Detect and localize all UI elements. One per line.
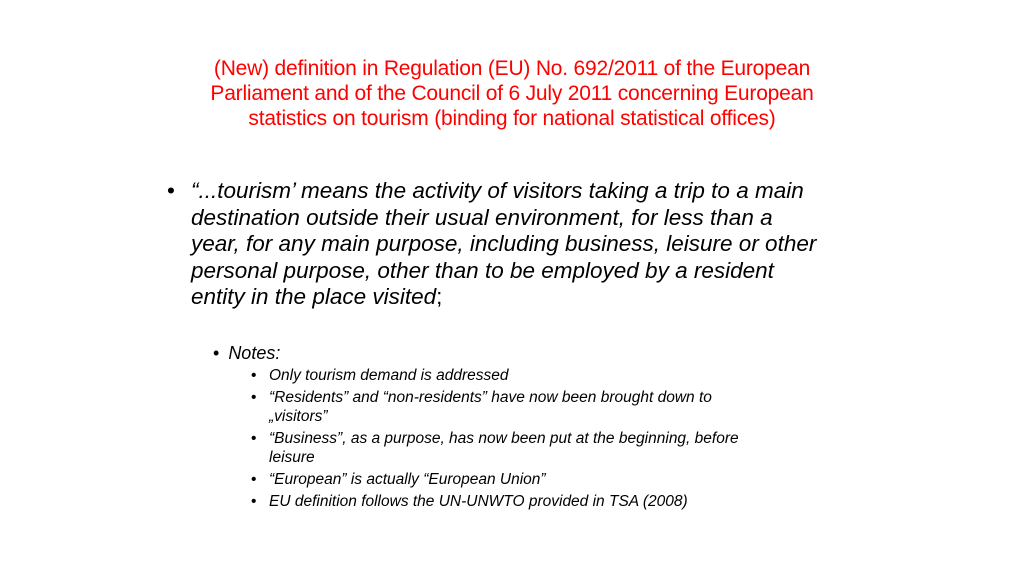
bullet-dot: •	[213, 343, 220, 363]
list-item	[251, 366, 851, 385]
bullet-dot: •	[251, 430, 257, 447]
bullet-dot: •	[251, 389, 257, 406]
definition-trailing-punct: ;	[436, 284, 443, 309]
definition-line: entity in the place visited	[191, 284, 437, 309]
note-line: „visitors”	[269, 408, 328, 425]
note-line: leisure	[269, 449, 315, 466]
title-line: Parliament and of the Council of 6 July 2011 concerning European	[210, 82, 814, 105]
notes-heading-text: Notes:	[228, 343, 281, 363]
slide-title	[150, 56, 874, 131]
bullet-dot: •	[167, 178, 175, 203]
bullet-dot: •	[251, 367, 257, 384]
notes-heading	[213, 342, 280, 364]
note-line: “European” is actually “European Union”	[269, 471, 546, 488]
definition-line: destination outside their usual environment, for less than a	[191, 204, 773, 230]
list-item	[251, 429, 851, 467]
list-item	[251, 470, 851, 489]
definition-line: personal purpose, other than to be employed by a resident	[191, 257, 774, 283]
list-item	[251, 388, 851, 426]
definition-line-last	[191, 284, 867, 311]
note-line: “Residents” and “non-residents” have now been brought down to	[269, 389, 712, 406]
title-line: statistics on tourism (binding for national statistical offices)	[248, 107, 776, 130]
list-item	[251, 492, 851, 511]
notes-list	[251, 366, 851, 514]
note-line: “Business”, as a purpose, has now been put at the beginning, before	[269, 430, 739, 447]
definition-text	[191, 178, 867, 311]
note-line: EU definition follows the UN-UNWTO provided in TSA (2008)	[269, 493, 688, 510]
title-line: (New) definition in Regulation (EU) No. 692/2011 of the European	[213, 57, 811, 80]
note-line: Only tourism demand is addressed	[269, 367, 509, 384]
definition-line: “...tourism’ means the activity of visitors taking a trip to a main	[191, 178, 804, 203]
bullet-dot: •	[251, 493, 257, 510]
bullet-dot: •	[251, 471, 257, 488]
definition-line: year, for any main purpose, including business, leisure or other	[191, 231, 817, 256]
main-definition-bullet	[167, 178, 867, 311]
